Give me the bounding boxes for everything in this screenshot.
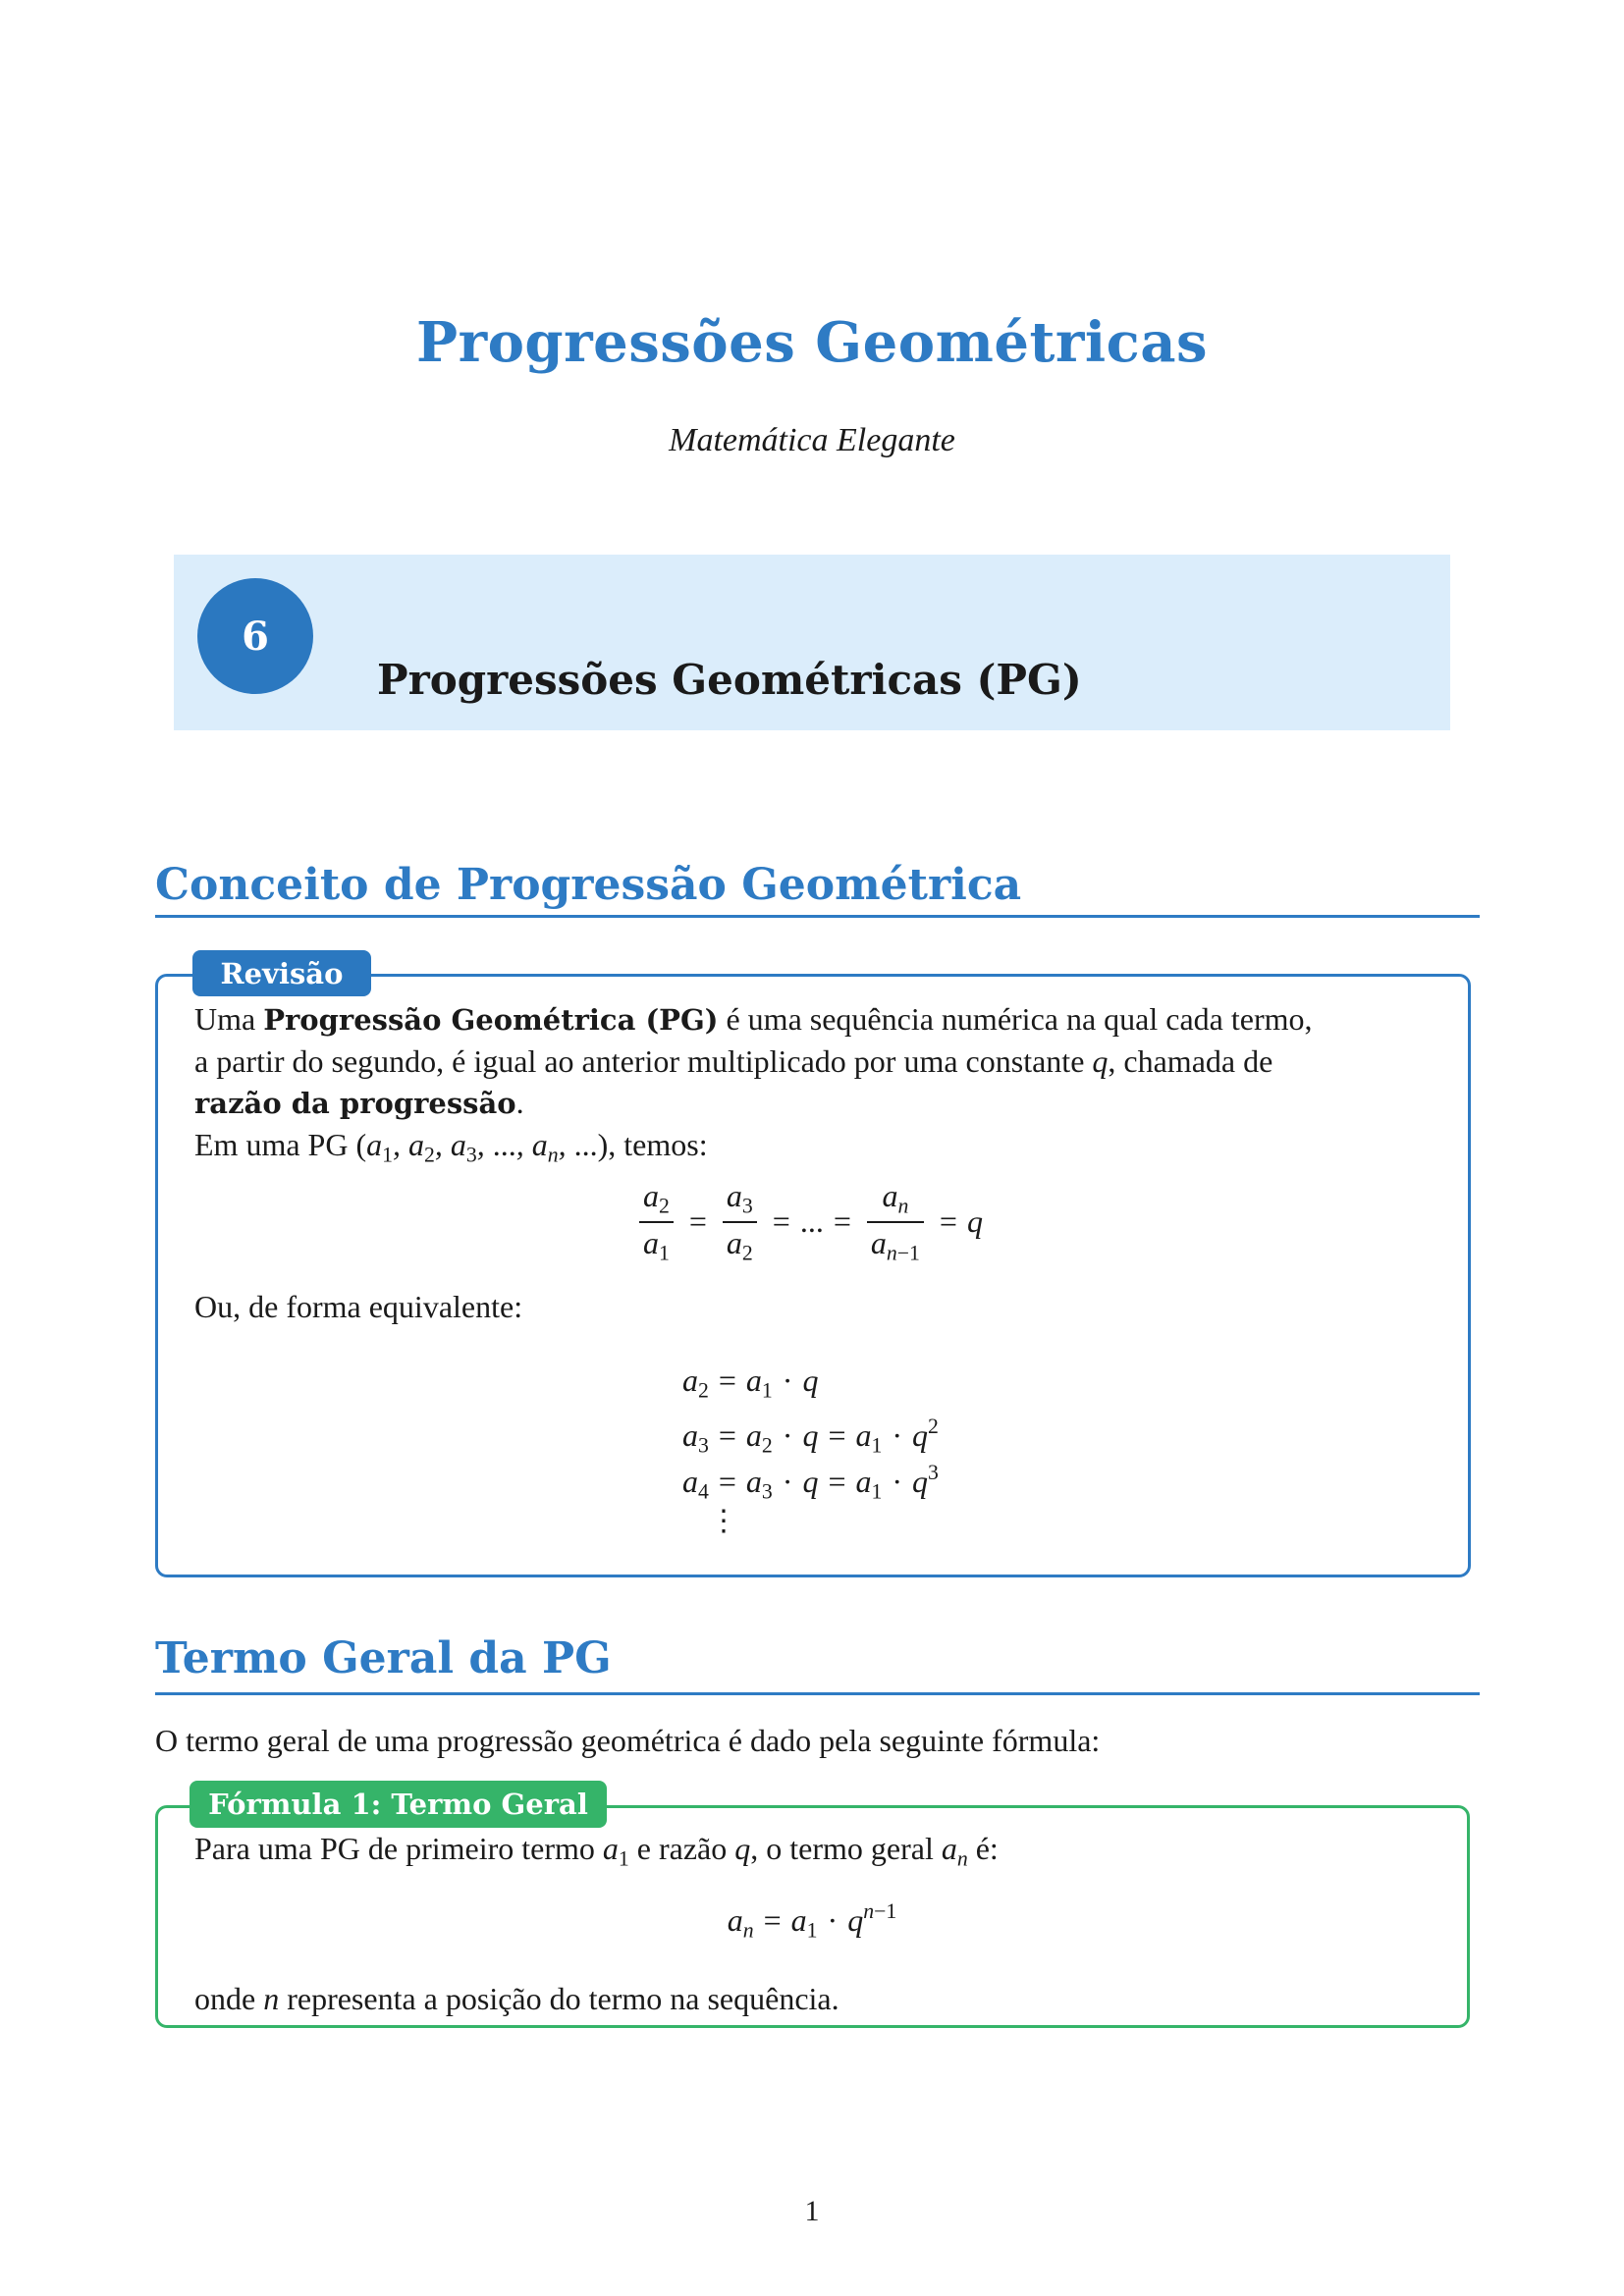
fraction: $\frac{a_n}{a_{n-1}}$ — [867, 1178, 924, 1265]
section-rule — [155, 1692, 1480, 1695]
recurrence-equations — [682, 1358, 939, 1504]
document-title: Progressões Geométricas — [415, 310, 1209, 375]
text: , chamada de — [1108, 1043, 1273, 1079]
termo-geral-intro: O termo geral de uma progressão geométrica é dado pela seguinte fórmula: — [155, 1723, 1101, 1758]
fraction: $\frac{a_2}{a_1}$ — [639, 1178, 674, 1265]
text: e razão — [628, 1831, 735, 1866]
text: Em uma PG — [194, 1127, 356, 1162]
fraction: $\frac{a_3}{a_2}$ — [723, 1178, 757, 1265]
text: onde — [194, 1981, 264, 2016]
chapter-banner — [174, 555, 1450, 730]
document-subtitle: Matemática Elegante — [669, 422, 955, 458]
text: Para uma PG de primeiro termo — [194, 1831, 603, 1866]
text: Uma — [194, 1001, 264, 1037]
formula-intro: Para uma PG de primeiro termo $a_1$ e razão q, o termo geral $a_n$ é: — [194, 1831, 999, 1871]
text: . — [515, 1085, 524, 1120]
general-term-formula: $a_n = a_1 \cdot q^{n-1}$ — [727, 1899, 897, 1943]
equation-row: $a_4 = a_3 \cdot q = a_1 \cdot q^3$ — [682, 1461, 939, 1504]
term-razao: razão da progressão — [194, 1087, 516, 1120]
equation-row: $a_2 = a_1 \cdot q$ — [682, 1362, 819, 1403]
text: , temos: — [608, 1127, 708, 1162]
section-heading-termo-geral: Termo Geral da PG — [155, 1633, 612, 1683]
equation-row: $a_3 = a_2 \cdot q = a_1 \cdot q^2$ — [682, 1415, 939, 1458]
equivalent-label: Ou, de forma equivalente: — [194, 1289, 523, 1324]
page-number: 1 — [804, 2195, 820, 2227]
formula-closing — [194, 1978, 839, 2019]
pg-definition — [194, 998, 1441, 1176]
math-q: q — [1092, 1043, 1109, 1079]
vdots: ⋮ — [709, 1504, 738, 1538]
chapter-title: Progressões Geométricas (PG) — [377, 656, 1082, 704]
text: é: — [967, 1831, 999, 1866]
math-n: n — [263, 1981, 280, 2016]
section-rule — [155, 915, 1480, 918]
sequence-line — [194, 1124, 1441, 1176]
text: , o termo geral — [750, 1831, 942, 1866]
chapter-number-badge: 6 — [197, 578, 313, 694]
review-box-label: Revisão — [192, 950, 371, 996]
text: é uma sequência numérica na qual cada termo, — [718, 1001, 1313, 1037]
section-heading-conceito: Conceito de Progressão Geométrica — [155, 860, 1022, 910]
text: representa a posição do termo na sequência. — [279, 1981, 839, 2016]
term-pg: Progressão Geométrica (PG) — [263, 1003, 719, 1037]
sequence-tuple: ($a_1$, $a_2$, $a_3$, ..., $a_n$, ...) — [355, 1127, 609, 1167]
formula-box-label: Fórmula 1: Termo Geral — [189, 1781, 607, 1828]
text: a partir do segundo, é igual ao anterior multiplicado por uma constante — [194, 1043, 1093, 1079]
ratio-equation: $\frac{a_2}{a_1}$ = $\frac{a_3}{a_2}$ = ... = $\frac{a_n}{a_{n-1}}$ = q — [633, 1178, 983, 1265]
